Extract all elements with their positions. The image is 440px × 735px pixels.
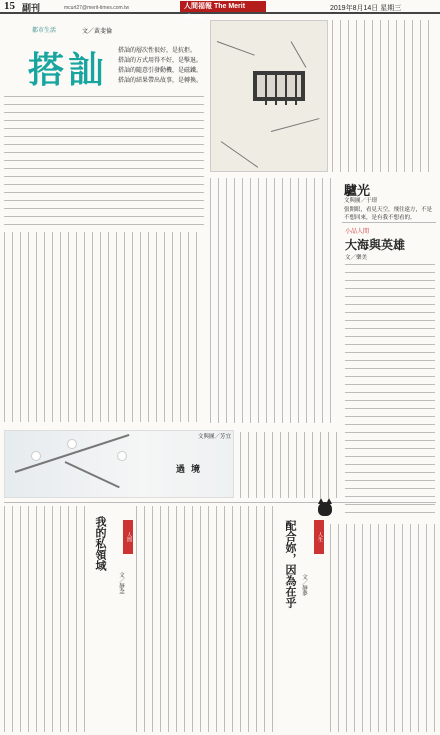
feature-poem: [118, 46, 206, 86]
poem-line: 搭訕的結果帶出故事，是轉換。: [118, 77, 203, 84]
column-b-excerpt: 張開眼，看見天空，飛往遠方，不是不想回來，是有我不想看的。: [344, 207, 433, 221]
feature-author: 文／黃斐倫: [82, 29, 113, 35]
section-name: 副刊: [22, 3, 41, 13]
poem-line: 搭訕的方式用得不好，是擊退。: [118, 57, 203, 64]
newspaper-logo: 人間福報 The Merit Times: [180, 1, 266, 12]
ownfield-body-text: [4, 506, 88, 732]
peihe-body-text: [330, 524, 436, 732]
ownfield-body-text-2: [136, 506, 276, 732]
feature-kicker: 都市生活: [32, 28, 57, 34]
window-grille-image: [253, 71, 305, 101]
feature-body-text: [4, 96, 204, 226]
feature-body-columns: [4, 232, 204, 422]
page-number: 15: [4, 0, 15, 12]
middle-column-text: [210, 178, 338, 423]
ownfield-title: 我的私領域: [94, 516, 107, 571]
guojing-author: 文與圖／芳宜: [198, 434, 232, 440]
guojing-poem-text: [240, 432, 340, 498]
lower-divider: [4, 502, 436, 503]
poem-line: 搭訕的層次性很好，是抗拒。: [118, 47, 197, 54]
masthead: [0, 0, 440, 21]
column-b-author: 文與圖／于璟: [344, 198, 378, 204]
sea-tag: 小品人間: [345, 229, 370, 235]
contact-email[interactable]: mcurt27@merit-times.com.tw: [64, 5, 130, 11]
sea-author: 文／樂美: [345, 255, 368, 261]
sea-body-text: [345, 264, 435, 514]
right-column-text: [332, 20, 436, 172]
peihe-title: 配合妳，因為在乎: [284, 520, 297, 608]
peihe-author: 文／靜夢: [301, 574, 307, 596]
issue-date: 2019年8月14日 星期三: [330, 5, 402, 12]
wall-window-photo: [210, 20, 328, 172]
guojing-title: 過境: [176, 465, 207, 475]
peihe-tag: 人生: [314, 520, 324, 554]
section-divider: [342, 222, 436, 223]
sea-title: 大海與英雄: [345, 238, 406, 252]
feature-title: 搭訕: [28, 50, 109, 91]
ownfield-author: 文／靜念: [118, 572, 124, 594]
ownfield-tag: 人間: [123, 520, 133, 554]
poem-line: 搭訕的隨意引發動機，是磁鐵。: [118, 67, 203, 74]
black-cat-icon: [318, 502, 332, 516]
column-b-title: 驢光: [344, 184, 371, 199]
